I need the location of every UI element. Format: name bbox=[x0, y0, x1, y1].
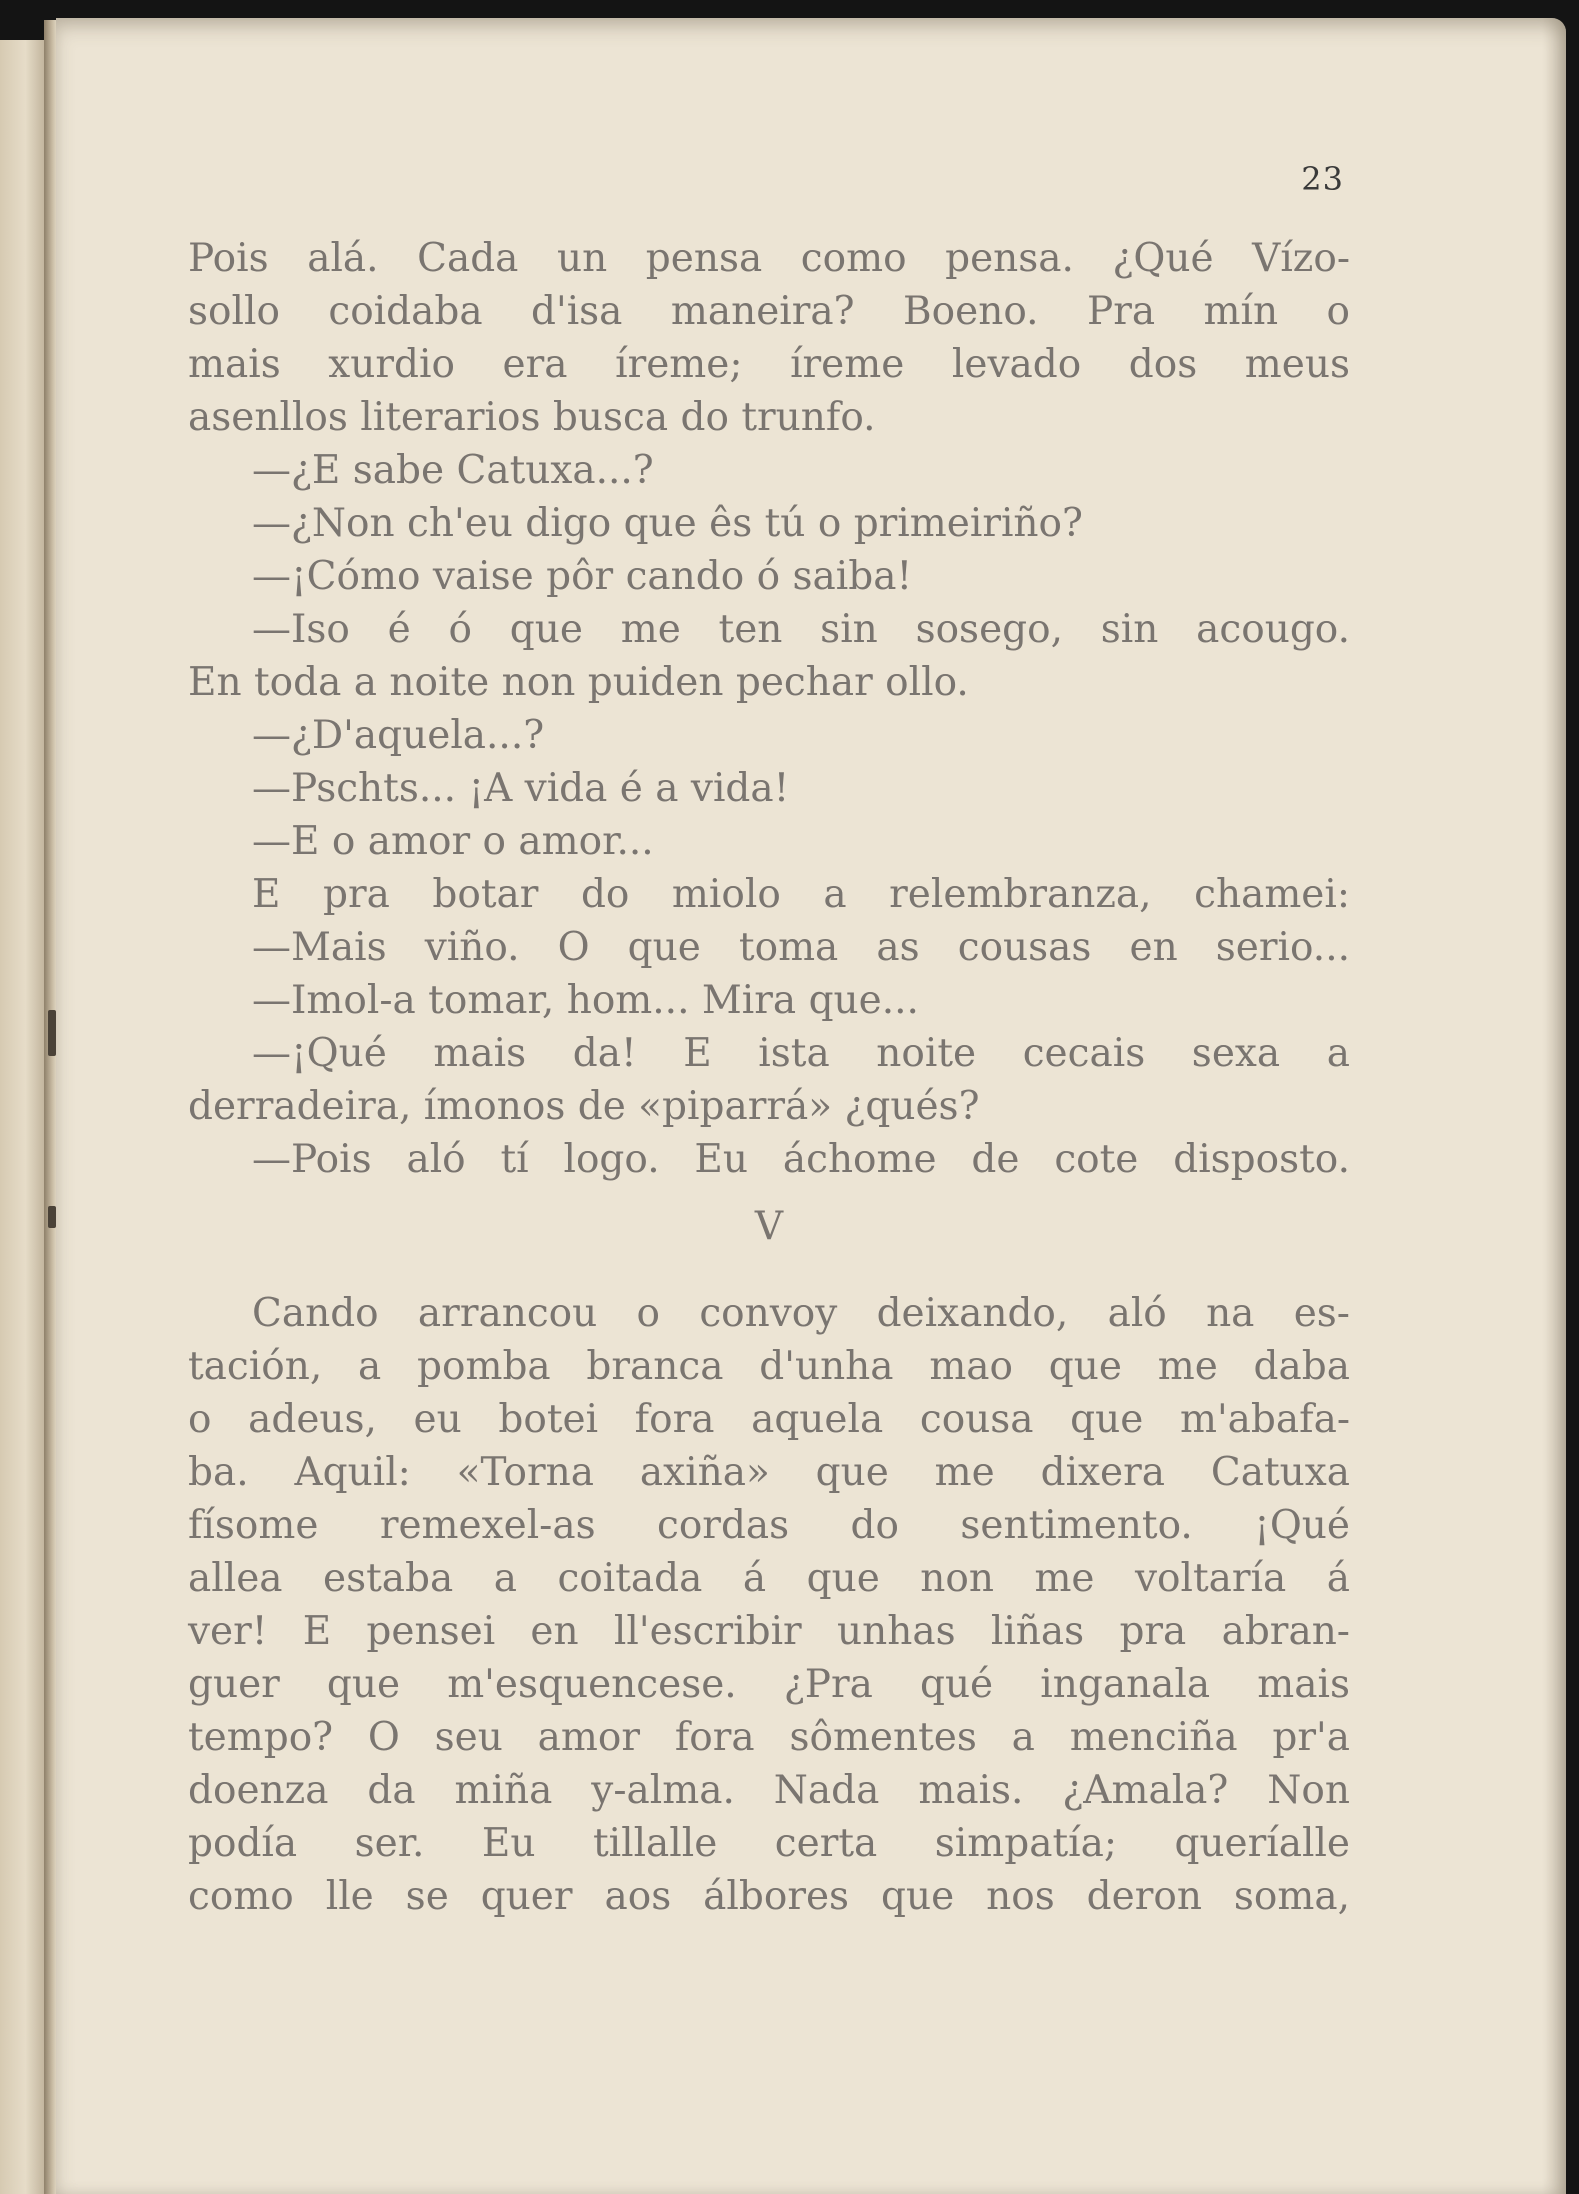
text-line: —Pois aló tí logo. Eu áchome de cote disposto. bbox=[252, 1137, 1350, 1182]
page-text bbox=[188, 232, 1350, 1923]
text-line: —¿E sabe Catuxa...? bbox=[252, 448, 654, 493]
text-line: E pra botar do miolo a relembranza, chamei: bbox=[252, 872, 1350, 917]
text-line: —Pschts... ¡A vida é a vida! bbox=[252, 766, 790, 811]
text-line: Cando arrancou o convoy deixando, aló na es- bbox=[252, 1291, 1350, 1336]
text-line: —¿Non ch'eu digo que ês tú o primeiriño? bbox=[252, 501, 1083, 546]
page-number: 23 bbox=[1301, 160, 1344, 198]
text-line: Pois alá. Cada un pensa como pensa. ¿Qué Vízo- bbox=[188, 236, 1350, 281]
text-line: como lle se quer aos álbores que nos deron soma, bbox=[188, 1874, 1350, 1919]
text-line: sollo coidaba d'isa maneira? Boeno. Pra mín o bbox=[188, 289, 1350, 334]
text-line: —Mais viño. O que toma as cousas en serio... bbox=[252, 925, 1350, 970]
text-line: ba. Aquil: «Torna axiña» que me dixera Catuxa bbox=[188, 1450, 1350, 1495]
text-line: —Iso é ó que me ten sin sosego, sin acougo. bbox=[252, 607, 1350, 652]
text-line: mais xurdio era íreme; íreme levado dos meus bbox=[188, 342, 1350, 387]
dialogue-section bbox=[188, 232, 1350, 1186]
text-line: derradeira, ímonos de «piparrá» ¿qués? bbox=[188, 1084, 980, 1129]
text-line: o adeus, eu botei fora aquela cousa que m'abafa- bbox=[188, 1397, 1350, 1442]
text-line: guer que m'esquencese. ¿Pra qué inganala mais bbox=[188, 1662, 1350, 1707]
text-line: tempo? O seu amor fora sômentes a menciña pr'a bbox=[188, 1715, 1350, 1760]
facing-page-edge bbox=[0, 40, 46, 2194]
section-heading: V bbox=[754, 1204, 784, 1249]
text-line: En toda a noite non puiden pechar ollo. bbox=[188, 660, 969, 705]
text-line: ver! E pensei en ll'escribir unhas liñas pra abran- bbox=[188, 1609, 1350, 1654]
text-line: —Imol-a tomar, hom... Mira que... bbox=[252, 978, 919, 1023]
text-line: —E o amor o amor... bbox=[252, 819, 654, 864]
paragraph-section bbox=[188, 1287, 1350, 1923]
text-line: físome remexel-as cordas do sentimento. ¡Qué bbox=[188, 1503, 1350, 1548]
binding-thread-mark bbox=[48, 1206, 56, 1228]
text-line: asenllos literarios busca do trunfo. bbox=[188, 395, 876, 440]
text-line: doenza da miña y-alma. Nada mais. ¿Amala? Non bbox=[188, 1768, 1350, 1813]
page-edge-shadow bbox=[1542, 18, 1566, 2194]
text-line: —¡Qué mais da! E ista noite cecais sexa a bbox=[252, 1031, 1350, 1076]
text-line: —¡Cómo vaise pôr cando ó saiba! bbox=[252, 554, 913, 599]
binding-thread-mark bbox=[48, 1010, 56, 1056]
text-line: allea estaba a coitada á que non me voltaría á bbox=[188, 1556, 1350, 1601]
text-line: podía ser. Eu tillalle certa simpatía; queríalle bbox=[188, 1821, 1350, 1866]
text-line: —¿D'aquela...? bbox=[252, 713, 545, 758]
text-line: tación, a pomba branca d'unha mao que me daba bbox=[188, 1344, 1350, 1389]
